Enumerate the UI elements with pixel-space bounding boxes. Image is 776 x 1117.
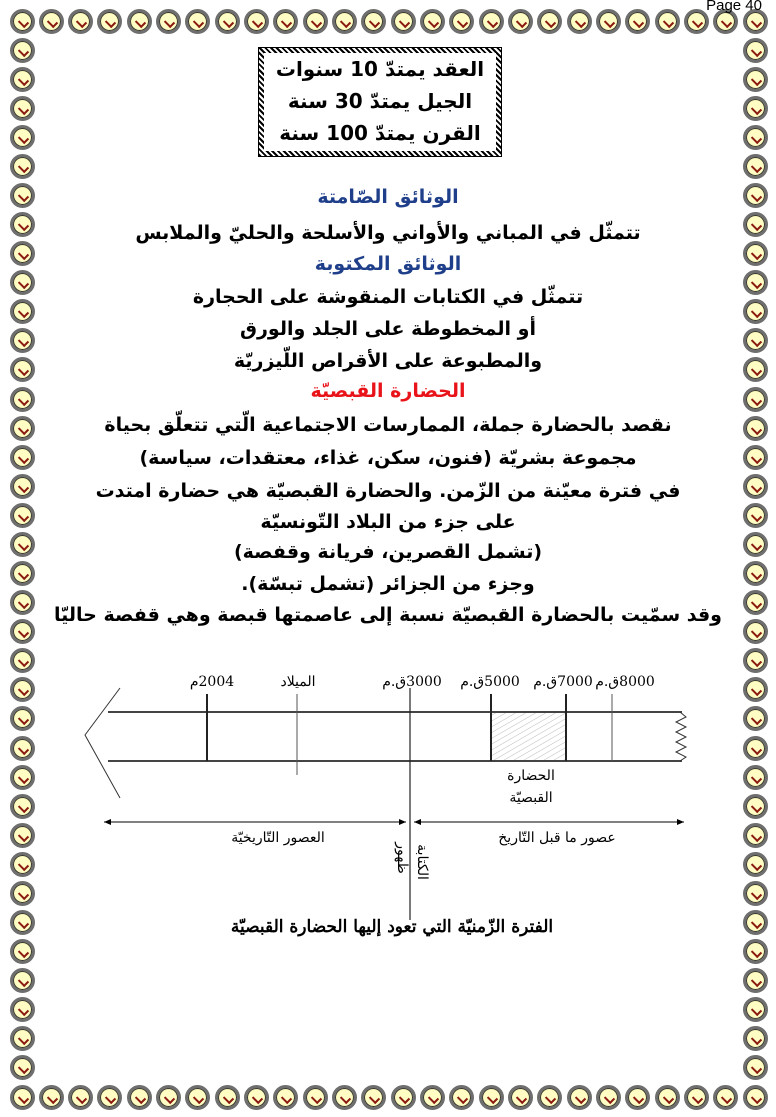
- capsian-title: الحضارة القبصيّة: [310, 380, 466, 402]
- page-number: Page 40: [706, 0, 762, 14]
- box-line: العقد يمتدّ 10 سنوات: [275, 57, 485, 81]
- tick-label: 3000ق.م: [382, 674, 442, 690]
- written-docs-line: والمطبوعة على الأقراص اللّيزريّة: [233, 350, 543, 372]
- prehistoric-label: عصور ما قبل التّاريخ: [498, 830, 616, 846]
- silent-docs-text: تتمثّل في المباني والأواني والأسلحة والحليّ والملابس: [135, 222, 641, 244]
- capsian-line: على جزء من البلاد التّونسيّة: [260, 511, 516, 533]
- tick-label: 8000ق.م: [595, 674, 655, 690]
- box-line: الجيل يمتدّ 30 سنة: [287, 89, 473, 113]
- written-docs-line: أو المخطوطة على الجلد والورق: [239, 318, 537, 340]
- capsian-period-box: [491, 712, 566, 761]
- writing-label: ظهور: [394, 842, 410, 874]
- tick-label: 5000ق.م: [460, 674, 520, 690]
- capsian-line: في فترة معيّنة من الزّمن. والحضارة القبصيّة هي حضارة امتدت: [95, 480, 681, 502]
- box-line: القرن يمتدّ 100 سنة: [279, 121, 481, 145]
- capsian-line: وقد سمّيت بالحضارة القبصيّة نسبة إلى عاصمتها قبصة وهي قفصة حاليّا: [54, 604, 722, 626]
- capsian-line: مجموعة بشريّة (فنون، سكن، غذاء، معتقدات، سياسة): [139, 447, 637, 469]
- timeline-break: [676, 712, 686, 761]
- capsian-line: وجزء من الجزائر (تشمل تبسّة).: [241, 573, 535, 595]
- timeline-arrow-head: [85, 688, 120, 798]
- tick-label: 2004م: [189, 674, 235, 690]
- historic-label: العصور التّاريخيّة: [231, 830, 325, 846]
- writing-label: الكتابة: [414, 844, 430, 880]
- capsian-line: نقصد بالحضارة جملة، الممارسات الاجتماعية الّتي تتعلّق بحياة: [104, 414, 672, 436]
- written-docs-line: تتمثّل في الكتابات المنقوشة على الحجارة: [192, 286, 584, 308]
- timeline-caption: الفترة الزّمنيّة التي تعود إليها الحضارة القبصيّة: [230, 917, 554, 937]
- capsian-label: الحضارة: [507, 768, 555, 784]
- tick-label: 7000ق.م: [533, 674, 593, 690]
- written-docs-title: الوثائق المكتوبة: [314, 253, 462, 275]
- capsian-line: (تشمل القصرين، فريانة وقفصة): [233, 541, 543, 563]
- tick-label: الميلاد: [280, 674, 316, 690]
- capsian-label: القبصيّة: [509, 790, 553, 806]
- silent-docs-title: الوثائق الصّامتة: [317, 186, 459, 208]
